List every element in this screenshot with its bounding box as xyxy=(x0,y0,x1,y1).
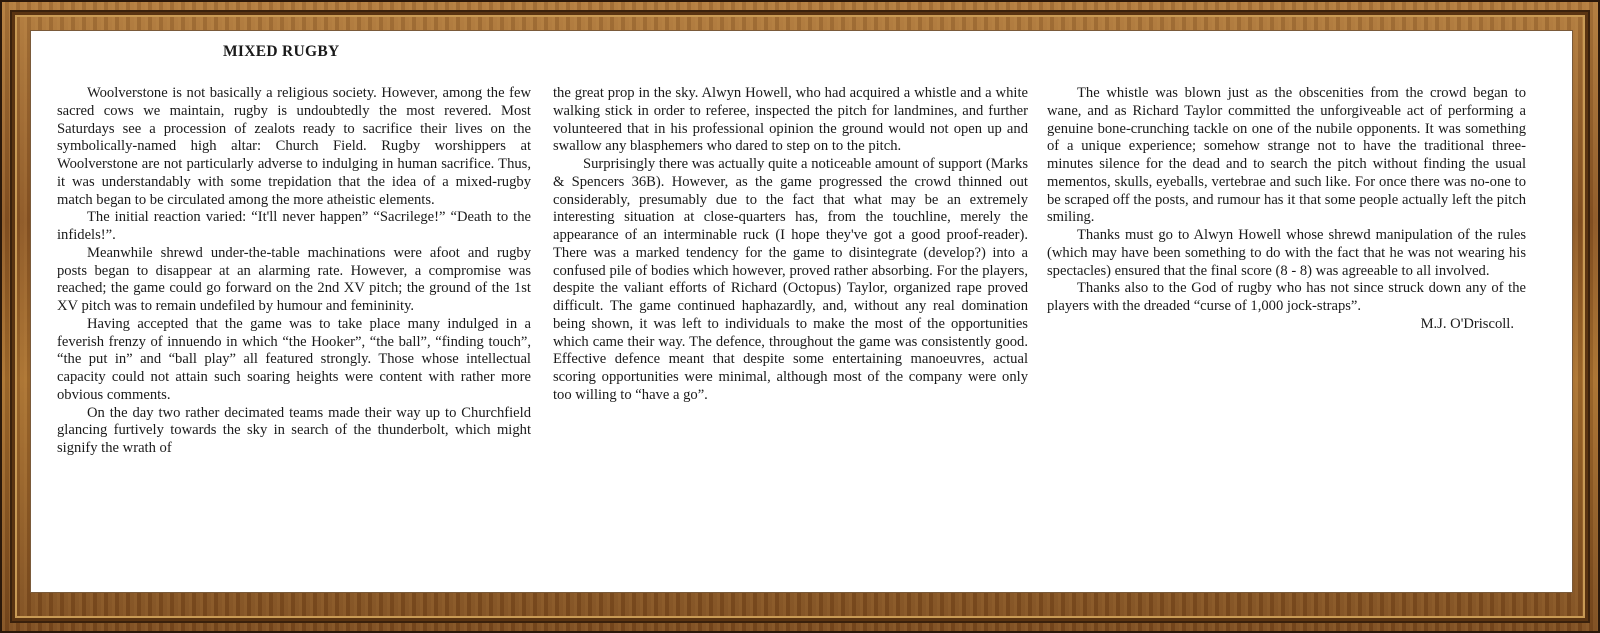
paragraph: On the day two rather decimated teams made their way up to Churchfield glancing furtively towards the sky in search of the thunderbolt, which might signify the wrath of xyxy=(57,404,531,456)
newspaper-clipping xyxy=(30,30,1573,593)
paragraph: The whistle was blown just as the obscenities from the crowd began to wane, and as Richard Taylor committed the unforgiveable act of performing a genuine bone-crunching tackle on one of the nubile opponents. It was something of a unique experience; somehow strange not to have the traditional three-minutes silence for the dead and to search the pitch without finding the usual mementos, skulls, eyeballs, vertebrae and such like. For once there was no-one to be scraped off the posts, and rumour has it that some people actually left the pitch smiling. xyxy=(1047,85,1526,226)
author-signature: M.J. O'Driscoll. xyxy=(1420,315,1514,332)
article-column-2 xyxy=(553,85,1028,405)
paragraph: the great prop in the sky. Alwyn Howell, who had acquired a whistle and a white walking stick in order to referee, inspected the pitch for landmines, and further volunteered that in his professional opinion the ground would not open up and swallow any blasphemers who dared to step on to the pitch. xyxy=(553,85,1028,155)
paragraph: Thanks also to the God of rugby who has not since struck down any of the players with the dreaded “curse of 1,000 jock-straps”. xyxy=(1047,280,1526,314)
paragraph: The initial reaction varied: “It'll never happen” “Sacrilege!” “Death to the infidels!”. xyxy=(57,209,531,243)
paragraph: Surprisingly there was actually quite a noticeable amount of support (Marks & Spencers 36B). However, as the game progressed the crowd thinned out considerably, presumably due to the fact that what may be an extremely interesting situation at close-quarters has, from the touchline, merely the appearance of an interminable ruck (I hope they've got a good proof-reader). There was a marked tendency for the game to disintegrate (develop?) into a confused pile of bodies which however, proved rather absorbing. For the players, despite the valiant efforts of Richard (Octopus) Taylor, organized rape proved difficult. The game continued haphazardly, and, without any real domination being shown, it was left to individuals to make the most of the opportunities which came their way. The defence, throughout the game was consistently good. Effective defence meant that despite some entertaining manoeuvres, actual scoring opportunities were minimal, although most of the company were only too willing to “have a go”. xyxy=(553,156,1028,403)
paragraph: Having accepted that the game was to take place many indulged in a feverish frenzy of innuendo in which “the Hooker”, “the ball”, “finding touch”, “the put in” and “ball play” all featured strongly. Those whose intellectual capacity could not attain such soaring heights were content with rather more obvious comments. xyxy=(57,315,531,403)
paragraph: Meanwhile shrewd under-the-table machinations were afoot and rugby posts began to disappear at an alarming rate. However, a compromise was reached; the game could go forward on the 2nd XV pitch; the ground of the 1st XV pitch was to remain undefiled by humour and femininity. xyxy=(57,244,531,314)
article-column-3 xyxy=(1047,85,1526,334)
paragraph: Thanks must go to Alwyn Howell whose shrewd manipulation of the rules (which may have been something to do with the fact that he was not wearing his spectacles) ensured that the final score (8 - 8) was agreeable to all involved. xyxy=(1047,227,1526,279)
article-column-1 xyxy=(57,85,531,458)
article-title: MIXED RUGBY xyxy=(223,43,340,60)
paragraph: Woolverstone is not basically a religious society. However, among the few sacred cows we maintain, rugby is undoubtedly the most revered. Most Saturdays see a procession of zealots ready to sacrifice their lives on the symbolically-named high altar: Church Field. Rugby worshippers at Woolverstone are not particularly adverse to indulging in human sacrifice. Thus, it was understandably with some trepidation that the idea of a mixed-rugby match began to be circulated among the more atheistic elements. xyxy=(57,85,531,208)
